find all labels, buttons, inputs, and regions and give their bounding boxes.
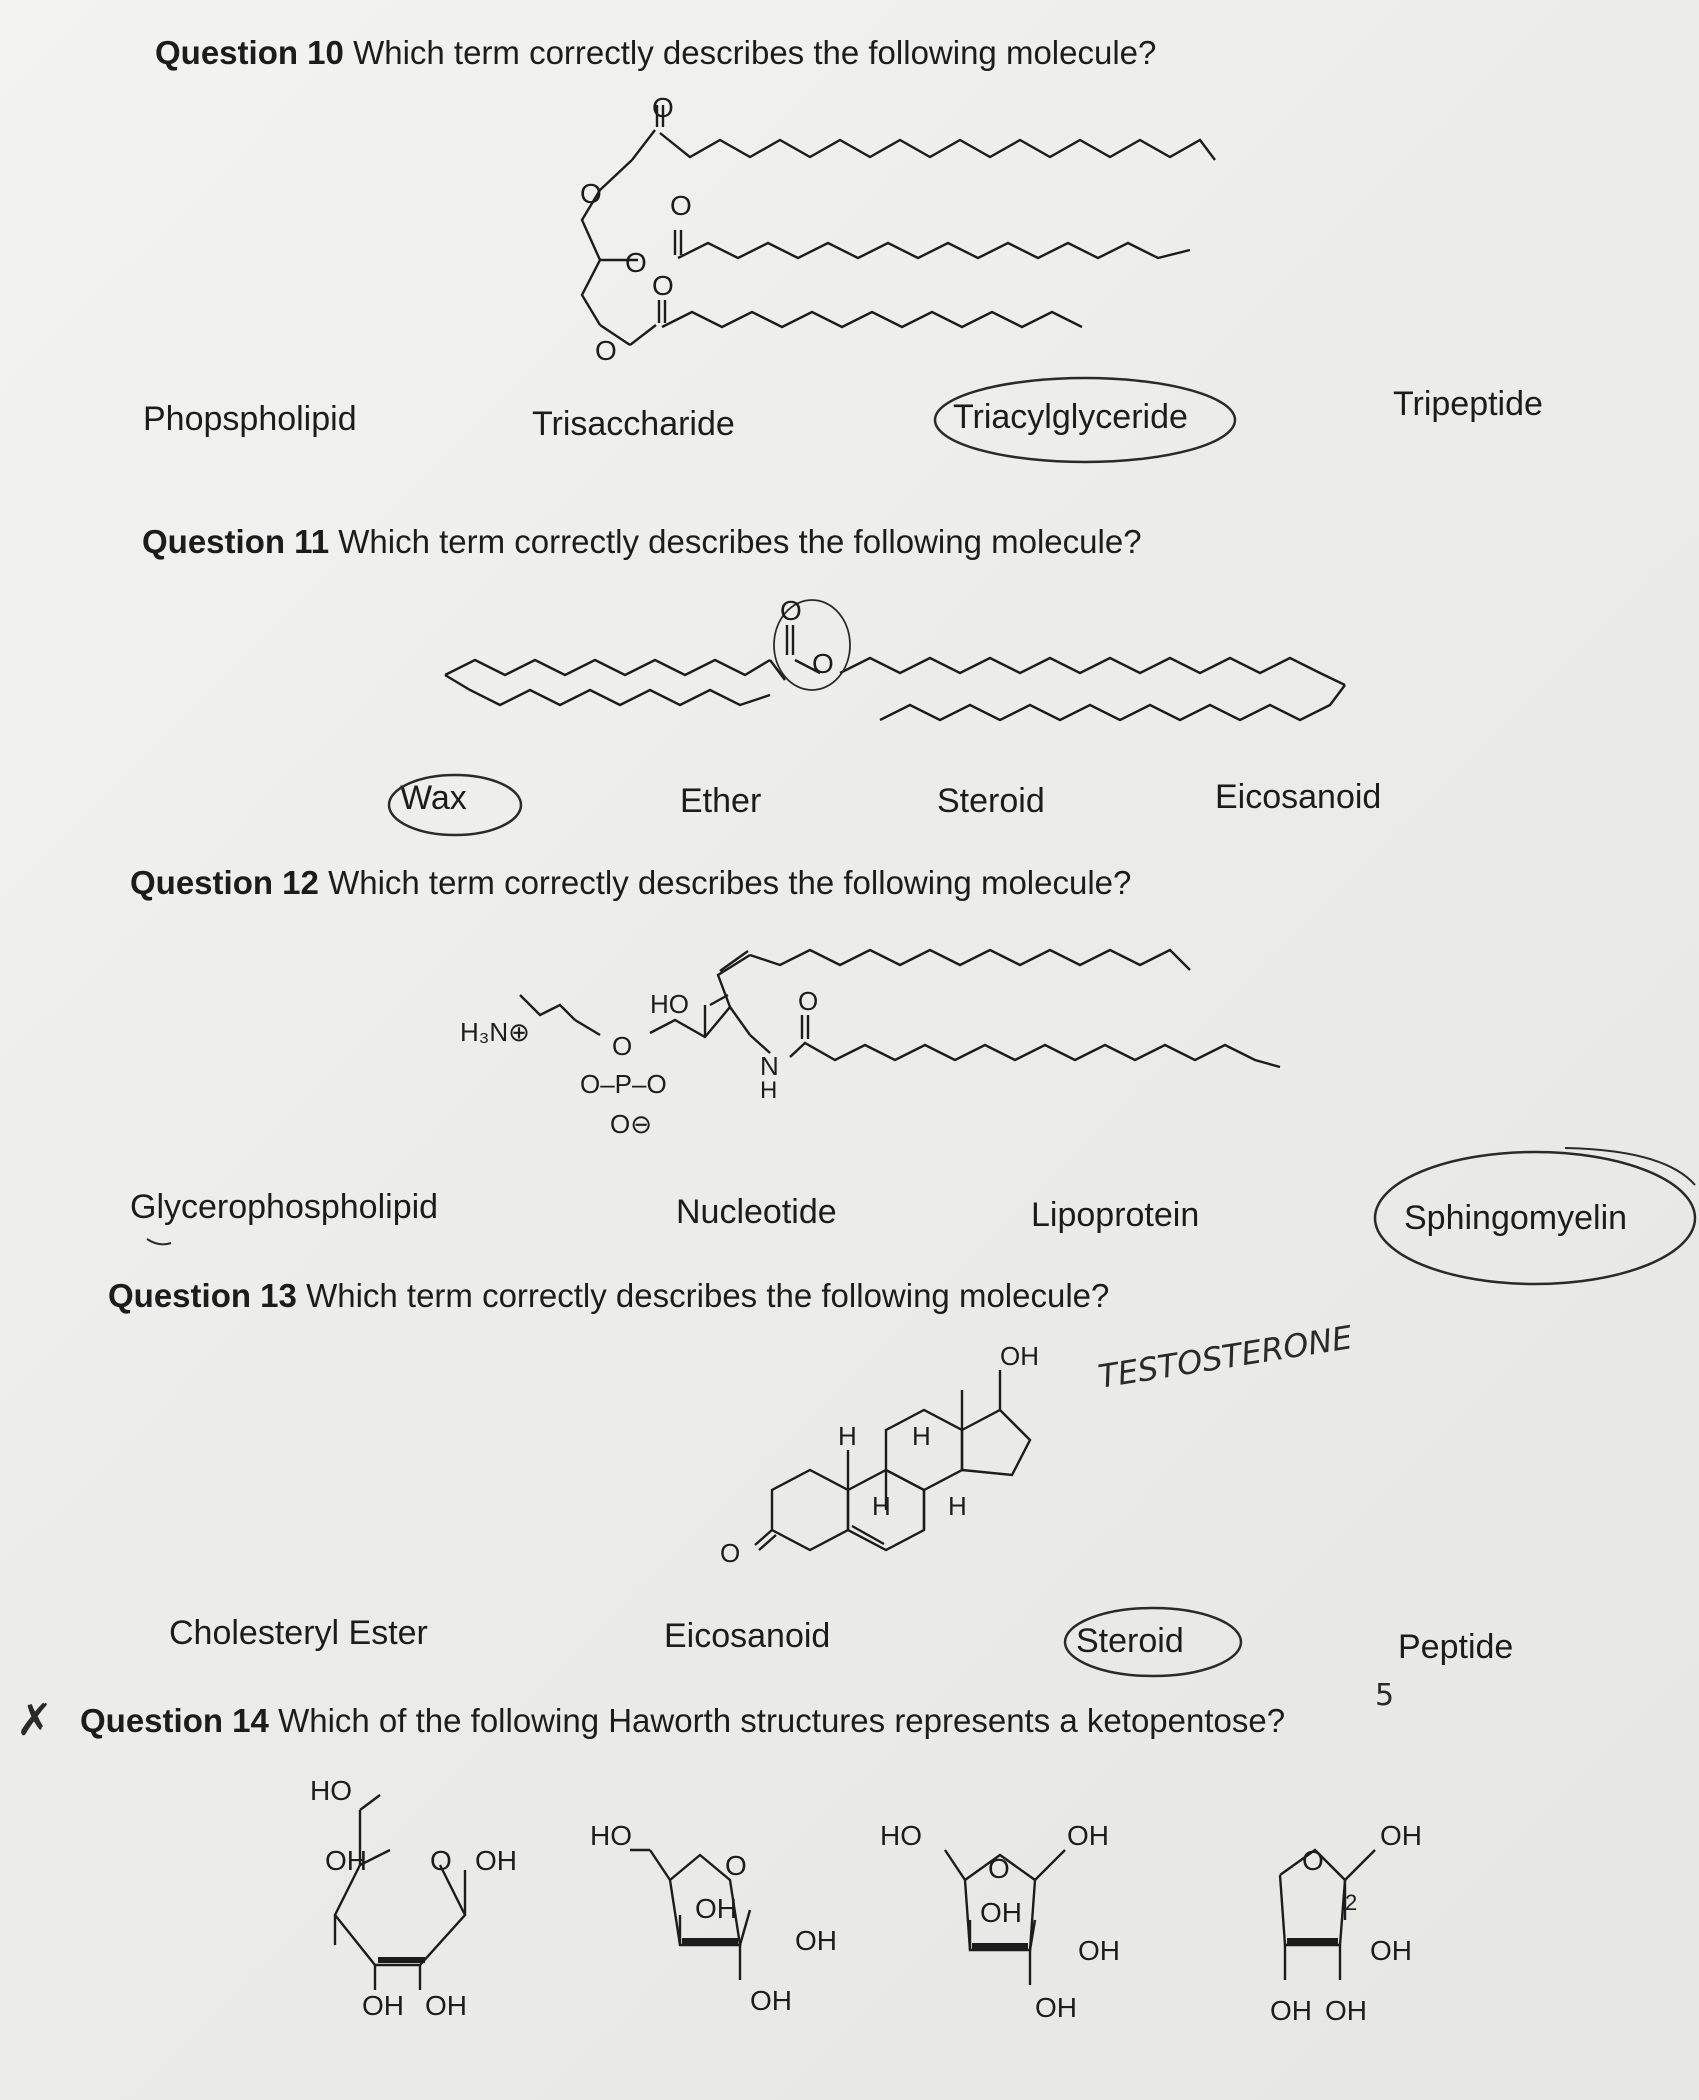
q13-testosterone-structure bbox=[700, 1330, 1100, 1590]
q12-option-3: Lipoprotein bbox=[1031, 1196, 1200, 1234]
q11-text: Which term correctly describes the following molecule? bbox=[338, 523, 1142, 560]
atom-ho: HO bbox=[590, 1820, 632, 1851]
atom-o: O bbox=[652, 95, 674, 123]
atom-o: O bbox=[780, 595, 802, 626]
q10-option-3: Triacylglyceride bbox=[953, 398, 1188, 436]
atom-oh: OH bbox=[795, 1925, 837, 1956]
q10-title bbox=[155, 34, 1156, 72]
q13-answer-circle bbox=[1055, 1600, 1255, 1690]
atom-oh: OH bbox=[1078, 1935, 1120, 1966]
atom-oh: OH bbox=[1067, 1820, 1109, 1851]
atom-o: O bbox=[720, 1538, 741, 1568]
atom-oh: OH bbox=[1035, 1992, 1077, 2023]
q10-text: Which term correctly describes the following molecule? bbox=[353, 34, 1157, 71]
q11-answer-circle bbox=[380, 765, 530, 845]
atom-o: O bbox=[812, 648, 834, 679]
atom-o: O bbox=[625, 247, 647, 278]
q14-text: Which of the following Haworth structures represents a ketopentose? bbox=[278, 1702, 1286, 1739]
q10-option-1: Phopspholipid bbox=[143, 400, 357, 438]
q13-handwritten-note: TESTOSTERONE bbox=[1095, 1318, 1355, 1396]
q11-option-3: Steroid bbox=[937, 782, 1045, 820]
q11-option-1: Wax bbox=[400, 779, 467, 817]
q14-x-mark: ✗ bbox=[16, 1695, 53, 1746]
atom-n: N bbox=[760, 1051, 779, 1081]
atom-oh: OH bbox=[1000, 1341, 1039, 1371]
atom-o: O bbox=[580, 178, 602, 209]
q13-text: Which term correctly describes the following molecule? bbox=[306, 1277, 1110, 1314]
q10-triglyceride-structure bbox=[560, 95, 1240, 375]
atom-oh: OH bbox=[475, 1845, 517, 1876]
q12-title bbox=[130, 864, 1131, 902]
q12-number: Question 12 bbox=[130, 864, 319, 901]
atom-ho: HO bbox=[880, 1820, 922, 1851]
atom-o-neg: O⊖ bbox=[610, 1109, 653, 1139]
q13-number: Question 13 bbox=[108, 1277, 297, 1314]
atom-o: O bbox=[988, 1853, 1010, 1884]
atom-o: O bbox=[670, 190, 692, 221]
atom-oh: OH bbox=[425, 1990, 467, 2021]
q11-option-4: Eicosanoid bbox=[1215, 778, 1382, 816]
q12-pencil-tick bbox=[145, 1233, 175, 1253]
q13-option-1: Cholesteryl Ester bbox=[169, 1614, 428, 1652]
q12-answer-circle bbox=[1365, 1130, 1699, 1300]
q10-answer-circle bbox=[925, 368, 1245, 478]
atom-h: H bbox=[838, 1421, 857, 1451]
q11-wax-structure bbox=[440, 595, 1360, 745]
q14-number: Question 14 bbox=[80, 1702, 269, 1739]
atom-h: H bbox=[948, 1491, 967, 1521]
q13-option-3: Steroid bbox=[1076, 1622, 1184, 1660]
atom-oh: OH bbox=[695, 1893, 737, 1924]
handwritten-2: 2 bbox=[1345, 1890, 1358, 1915]
q12-sphingomyelin-structure bbox=[460, 935, 1340, 1160]
q12-option-1: Glycerophospholipid bbox=[130, 1188, 439, 1226]
atom-oh: OH bbox=[1370, 1935, 1412, 1966]
q10-number: Question 10 bbox=[155, 34, 344, 71]
q12-text: Which term correctly describes the following molecule? bbox=[328, 864, 1132, 901]
q11-option-2: Ether bbox=[680, 782, 762, 820]
atom-o: O bbox=[652, 270, 674, 301]
atom-o: O bbox=[725, 1850, 747, 1881]
atom-oh: OH bbox=[1325, 1995, 1367, 2026]
q12-option-2: Nucleotide bbox=[676, 1193, 837, 1231]
atom-oh: OH bbox=[1270, 1995, 1312, 2026]
atom-oh: OH bbox=[325, 1845, 367, 1876]
atom-o: O bbox=[595, 335, 617, 366]
atom-h: H bbox=[872, 1491, 891, 1521]
atom-ho: HO bbox=[310, 1775, 352, 1806]
q13-option-2: Eicosanoid bbox=[664, 1617, 831, 1655]
ammonium-label: H₃N⊕ bbox=[460, 1017, 530, 1047]
q11-title bbox=[142, 523, 1142, 561]
q14-haworth-furanose-a bbox=[590, 1810, 850, 2040]
q14-title bbox=[80, 1702, 1285, 1740]
q13-option-4: Peptide bbox=[1398, 1628, 1514, 1666]
atom-o: O bbox=[798, 986, 819, 1016]
atom-o: O bbox=[430, 1845, 452, 1876]
atom-oh: OH bbox=[750, 1985, 792, 2016]
atom-o: O bbox=[612, 1031, 633, 1061]
atom-oh: OH bbox=[980, 1897, 1022, 1928]
atom-h: H bbox=[760, 1077, 778, 1104]
phosphate-label: O–P–O bbox=[580, 1069, 667, 1099]
atom-o: O bbox=[1302, 1845, 1324, 1876]
atom-ho: HO bbox=[650, 989, 689, 1019]
atom-oh: OH bbox=[362, 1990, 404, 2021]
atom-h: H bbox=[912, 1421, 931, 1451]
q12-option-4: Sphingomyelin bbox=[1404, 1199, 1628, 1237]
atom-oh: OH bbox=[1380, 1820, 1422, 1851]
q14-haworth-pyranose bbox=[300, 1770, 560, 2040]
q10-option-2: Trisaccharide bbox=[532, 405, 735, 443]
q14-handwritten-5: 5 bbox=[1375, 1678, 1395, 1713]
q10-option-4: Tripeptide bbox=[1393, 385, 1543, 423]
q14-haworth-furanose-b bbox=[870, 1810, 1170, 2040]
q13-title bbox=[108, 1277, 1109, 1315]
q11-number: Question 11 bbox=[142, 523, 330, 560]
q14-haworth-furanose-c bbox=[1240, 1810, 1480, 2040]
